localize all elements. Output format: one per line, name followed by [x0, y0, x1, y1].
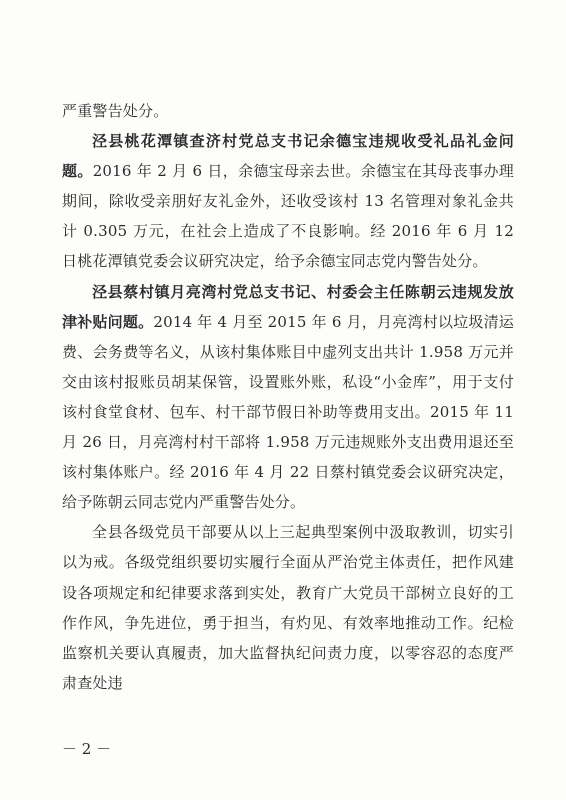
page-number: － 2 － — [62, 740, 112, 758]
paragraph-continuation — [62, 96, 514, 126]
summary-paragraph — [62, 517, 514, 698]
case-body: 2016 年 2 月 6 日，余德宝母亲去世。余德宝在其母丧事办理期间，除收受亲朋好友礼金外，还收受该村 13 名管理对象礼金共计 0.305 万元，在社会上造成了不良影响。经 2016 年 6 月 12 日桃花潭镇党委会议研究决定，给予余德宝同志党内警告处分。 — [62, 162, 514, 271]
case-paragraph-yu-debao — [62, 126, 514, 276]
summary-text: 全县各级党员干部要从以上三起典型案例中汲取教训，切实引以为戒。各级党组织要切实履行全面从严治党主体责任，把作风建设各项规定和纪律要求落到实处，教育广大党员干部树立良好的工作作风，争先进位，勇于担当，有灼见、有效率地推动工作。纪检监察机关要认真履责，加大监督执纪问责力度，以零容忍的态度严肃查处违 — [62, 523, 514, 692]
case-heading: 泾县桃花潭镇查济村党总支书记余德宝违规收受礼品礼金问题。 — [62, 132, 514, 181]
case-heading: 泾县蔡村镇月亮湾村党总支书记、村委会主任陈朝云违规发放津补贴问题。 — [62, 282, 514, 331]
document-body — [62, 96, 514, 698]
case-paragraph-chen-chaoyun — [62, 277, 514, 518]
case-body: 2014 年 4 月至 2015 年 6 月，月亮湾村以垃圾清运费、会务费等名义，从该村集体账目中虚列支出共计 1.958 万元并交由该村报账员胡某保管，设置账外账，私设“小金库”，用于支付该村食堂食材、包车、村干部节假日补助等费用支出。2015 年 11 月 26 日，月亮湾村村干部将 1.958 万元违规账外支出费用退还至该村集体账户。经 2016 年 4 月 22 日蔡村镇党委会议研究决定，给予陈朝云同志党内严重警告处分。 — [62, 312, 515, 512]
paragraph-text: 严重警告处分。 — [62, 102, 169, 120]
